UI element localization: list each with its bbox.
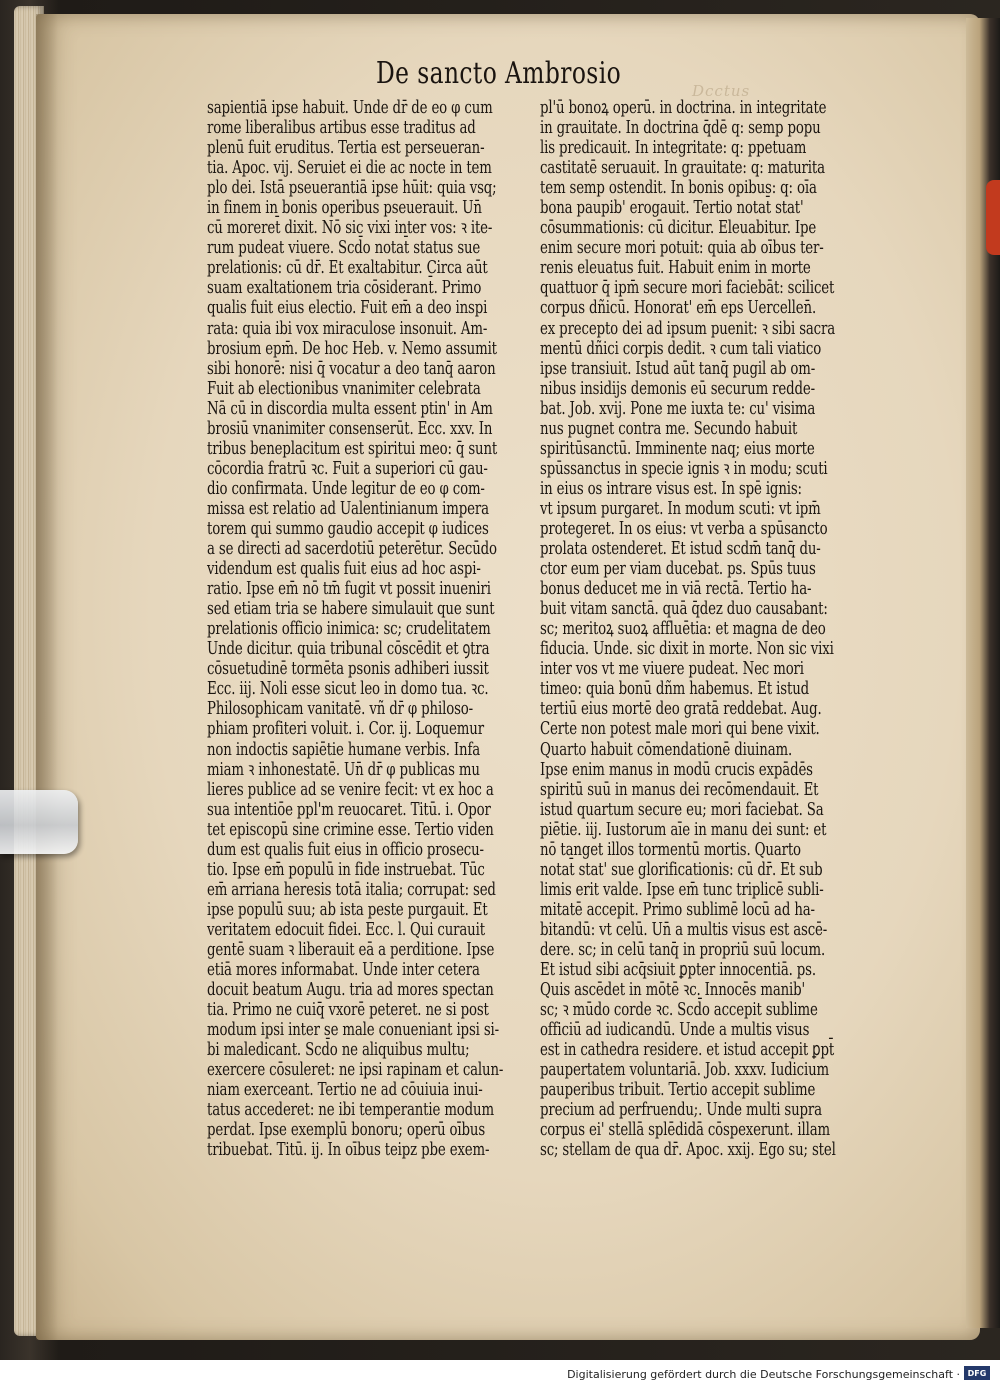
text-line: in grauitate. In doctrina q̄dē q: semp popu (540, 117, 821, 139)
text-line: phiam profiteri voluit. i. Cor. ij. Loquemur (207, 718, 484, 740)
text-line: Ipse enim manus in modū crucis expādēs (540, 758, 813, 780)
text-line: Quarto habuit cōmendationē diuinam. (540, 738, 793, 760)
text-line: niam exerceant. Tertio ne ad cōuiuia inui- (207, 1079, 483, 1101)
text-line: cōcordia fratrū ꝛc. Fuit a superiori cū gau- (207, 457, 488, 479)
text-line: lieres publice ad se venire fecit: vt ex hoc a (207, 778, 494, 800)
text-line: renis eleuatus fuit. Habuit enim in morte (540, 257, 811, 279)
text-line: tia. Primo ne cuiq̄ vxorē peteret. ne si post (207, 999, 489, 1021)
text-line: bitandū: vt celū. Un̄ a multis visus est ascē- (540, 918, 828, 940)
text-column-left (207, 98, 553, 1160)
text-line: torem qui summo gaudio accepit φ iudices (207, 517, 489, 539)
text-line: bona paupib' erogauit. Tertio notat̄ stat' (540, 197, 804, 219)
text-line: timeo: quia bonū dñm habemus. Et istud (540, 678, 810, 700)
text-line: a se directi ad sacerdotiū peterētur. Secūdo (207, 538, 497, 560)
text-line: tertiū eius mortē deo gratā reddebat. Aug. (540, 698, 822, 720)
text-line: modum ipsi inter se male conueniant ipsi si- (207, 1019, 499, 1041)
text-line: plenū fuit eruditus. Tertia est perseueran- (207, 137, 485, 159)
text-line: dere. sc; in celū tanq̄ in propriū suū locum. (540, 938, 826, 960)
text-line: tatus accederet: ne ibi temperantie modum (207, 1099, 494, 1121)
text-line: sc; ꝛ mūdo corde ꝛc. Scd̄o accepit sublime (540, 999, 818, 1021)
text-line: buit vitam sanctā. quā q̄dez duo causabant: (540, 598, 828, 620)
text-line: istud quartum secure eu; mori faciebat. Sa (540, 798, 824, 820)
text-line: mentū dñici corpis dedit. ꝛ cum tali viatico (540, 337, 822, 359)
text-line: veritatem edocuit fidei. Ecc. l. Qui curauit (207, 918, 485, 940)
text-line: ipse populū suu; ab ista peste purgauit. Et (207, 898, 488, 920)
text-line: sed etiam tria se habere simulauit que sunt (207, 598, 495, 620)
text-line: rome liberalibus artibus esse traditus ad (207, 117, 476, 139)
text-line: in finem in bonis operibus pseuerauit. Un̄ (207, 197, 482, 219)
text-line: dio confirmata. Unde legitur de eo φ com- (207, 477, 485, 499)
text-line: qualis fuit eius electio. Fuit em̄ a deo inspi (207, 297, 488, 319)
red-bookmark-tab (986, 180, 1000, 255)
text-line: plo dei. Istā pseuerantiā ipse hūit: quia vsq; (207, 177, 497, 199)
text-line: exercere cōsuleret: ne ipsi rapinam et calun- (207, 1059, 504, 1081)
text-line: spūssanctus in specie ignis ꝛ in modu; scuti (540, 457, 828, 479)
text-line: sapientiā ipse habuit. Unde dr̄ de eo φ cum (207, 97, 493, 118)
text-line: gentē suam ꝛ liberauit eā a perditione. Ipse (207, 938, 495, 960)
text-line: pauperibus tribuit. Tertio accepit sublime (540, 1079, 816, 1101)
text-line: Fuit ab electionibus vnanimiter celebrata (207, 377, 481, 399)
running-head: De sancto Ambrosio (376, 56, 622, 91)
text-line: lis predicauit. In integritate: q: ppetuam (540, 137, 807, 159)
text-line: corpus dñicū. Honorat' em̄ eps Uercellen̄. (540, 297, 817, 319)
text-line: vt ipsum purgaret. In modum scuti: vt ipm̄ (540, 497, 821, 519)
text-line: tio. Ipse em̄ populū in fide instruebat. Tūc (207, 858, 485, 880)
text-line: sc; meritoꝝ suoꝝ affluētia: et magna de deo (540, 618, 826, 640)
text-line: castitatē seruauit. In grauitate: q: maturita (540, 157, 825, 179)
digitization-credit: Digitalisierung gefördert durch die Deutsche Forschungsgemeinschaft · (567, 1368, 960, 1381)
text-line: spiritū suū in manus dei recōmendauit. Et (540, 778, 819, 800)
text-line: tribuebat. Titū. ij. In oībus teipz pbe exem- (207, 1139, 490, 1161)
text-line: ex precepto dei ad ipsum puenit: ꝛ sibi sacra (540, 317, 836, 339)
text-line: missa est relatio ad Ualentinianum impera (207, 497, 489, 519)
text-line: bat. Job. xvij. Pone me iuxta te: cu' visima (540, 397, 816, 419)
text-line: prelationis officio inimica: sc; crudelitatem (207, 618, 491, 640)
text-line: corpus ei' stellā splēdidā cōspexerunt. illam (540, 1119, 830, 1141)
text-line: fiducia. Unde. sic dixit in morte. Non sic vixi (540, 638, 834, 660)
text-line: non indoctis sapiētie humane verbis. Infa (207, 738, 481, 760)
text-line: Quis ascēdet in mōtē ꝛc. Innocēs manib' (540, 979, 806, 1001)
text-line: ipse transiuit. Istud aūt tanq̄ pugil ab om- (540, 357, 816, 379)
text-line: Et istud sibi acq̄siuit ꝑpter innocentiā. ps. (540, 959, 816, 981)
text-column-right (540, 98, 900, 1160)
text-line: limis erit valde. Ipse em̄ tunc triplicē subli- (540, 878, 824, 900)
text-line: rata: quia ibi vox miraculose insonuit. Am- (207, 317, 488, 339)
text-line: perdat. Ipse exemplū bonoru; operū oībus (207, 1119, 486, 1141)
text-line: quattuor q̄ ipm̄ secure mori faciebāt: scilicet (540, 277, 835, 299)
text-line: Nā cū in discordia multa essent ptin' in Am (207, 397, 493, 419)
text-line: nus pugnet contra me. Secundo habuit (540, 417, 798, 439)
text-line: tem semp ostendit. In bonis opibus: q: oīa (540, 177, 817, 199)
text-line: videndum est qualis fuit eius ad hoc aspi- (207, 558, 481, 580)
dfg-logo: DFG (964, 1366, 990, 1380)
text-line: ratio. Ipse em̄ nō tm̄ fugit vt possit inueniri (207, 578, 491, 600)
text-line: spiritūsanctū. Imminente naq; eius morte (540, 437, 815, 459)
text-line: dum est qualis fuit eius in officio prosecu- (207, 838, 484, 860)
text-line: protegeret. In os eius: vt verba a spūsancto (540, 517, 828, 539)
text-line: Philosophicam vanitatē. vñ dr̄ φ philoso- (207, 698, 473, 720)
text-line: tia. Apoc. vij. Seruiet ei die ac nocte in tem (207, 157, 492, 179)
text-line: etiā mores informabat. Unde inter cetera (207, 959, 480, 981)
text-line: Unde dicitur. quia tribunal cōscēdit et ꝯtra (207, 638, 490, 660)
text-line: miam ꝛ inhonestatē. Un̄ dr̄ φ publicas mu (207, 758, 480, 780)
text-line: precium ad perfruendu;. Unde multi supra (540, 1099, 822, 1121)
text-line: Ecc. iij. Noli esse sicut leo in domo tua. ꝛc. (207, 678, 489, 700)
text-line: Certe non potest male mori qui bene vixit. (540, 718, 820, 740)
show-through-heading: Dcctus (692, 82, 751, 100)
text-line: sibi honorē: nisi q̄ vocatur a deo tanq̄ aaron (207, 357, 496, 379)
text-line: ctor eum per viam ducebat. ps. Spūs tuus (540, 558, 816, 580)
text-line: pl'ū bonoꝝ operū. in doctrina. in integritate (540, 97, 827, 118)
text-line: prelationis: cū dr̄. Et exaltabitur. Circa aūt (207, 257, 488, 279)
text-line: piētie. iij. Iustorum aīe in manu dei sunt: et (540, 818, 827, 840)
spine-shadow (36, 14, 58, 1340)
text-line: brosium epm̄. De hoc Heb. v. Nemo assumit (207, 337, 497, 359)
text-line: sc; stellam de qua dr̄. Apoc. xxij. Ego su; stel (540, 1139, 836, 1161)
text-line: sua intentiōe ppl'm reuocaret. Titū. i. Opor (207, 798, 491, 820)
text-line: bi maledicant. Scd̄o ne aliquibus multu; (207, 1039, 470, 1061)
text-line: cū moreret̄ dixit. Nō sic vixi inter vos: ꝛ ite- (207, 217, 493, 239)
text-line: in eius os intrare visus est. In spē ignis: (540, 477, 802, 499)
text-line: tet episcopū sine crimine esse. Tertio viden (207, 818, 494, 840)
text-line: notat̄ stat' sue glorificationis: cū dr̄. Et sub (540, 858, 823, 880)
text-line: cōsummationis: cū dicitur. Eleuabitur. Ipe (540, 217, 817, 239)
text-line: nō tanget illos tormentū mortis. Quarto (540, 838, 801, 860)
text-line: rum pudeat viuere. Scd̄o notat̄ status sue (207, 237, 481, 259)
text-line: nibus insidijs demonis eū securum redde- (540, 377, 815, 399)
text-line: inter vos vt me viuere pudeat. Nec mori (540, 658, 804, 680)
text-line: em̄ arriana heresis totā italia; corrupat: sed (207, 878, 496, 900)
text-line: paupertatem voluntariā. Job. xxxv. Iudicium (540, 1059, 830, 1081)
text-line: prolata ostenderet. Et istud scdm̄ tanq̄ du- (540, 538, 821, 560)
text-line: suam exaltationem tria cōsiderant̄. Primo (207, 277, 482, 299)
text-line: bonus deducet me in viā rectā. Tertio ha- (540, 578, 812, 600)
text-line: tribus beneplacitum est spiritui meo: q̄ sunt (207, 437, 498, 459)
text-line: brosiū vnanimiter consenserūt. Ecc. xxv. In (207, 417, 493, 439)
text-line: docuit beatum Augu. tria ad mores spectan (207, 979, 494, 1001)
text-line: est in cathedra residere. et istud accepit ꝑpt̄ (540, 1039, 835, 1061)
text-line: enim secure mori potuit: quia ab oībus ter- (540, 237, 824, 259)
holding-clip (0, 790, 78, 854)
text-line: cōsuetudinē tormēta psonis adhiberi iussit (207, 658, 489, 680)
text-line: officiū ad iudicandū. Unde a multis visus (540, 1019, 810, 1041)
text-line: mitatē accepit. Primo sublimē locū ad ha- (540, 898, 815, 920)
